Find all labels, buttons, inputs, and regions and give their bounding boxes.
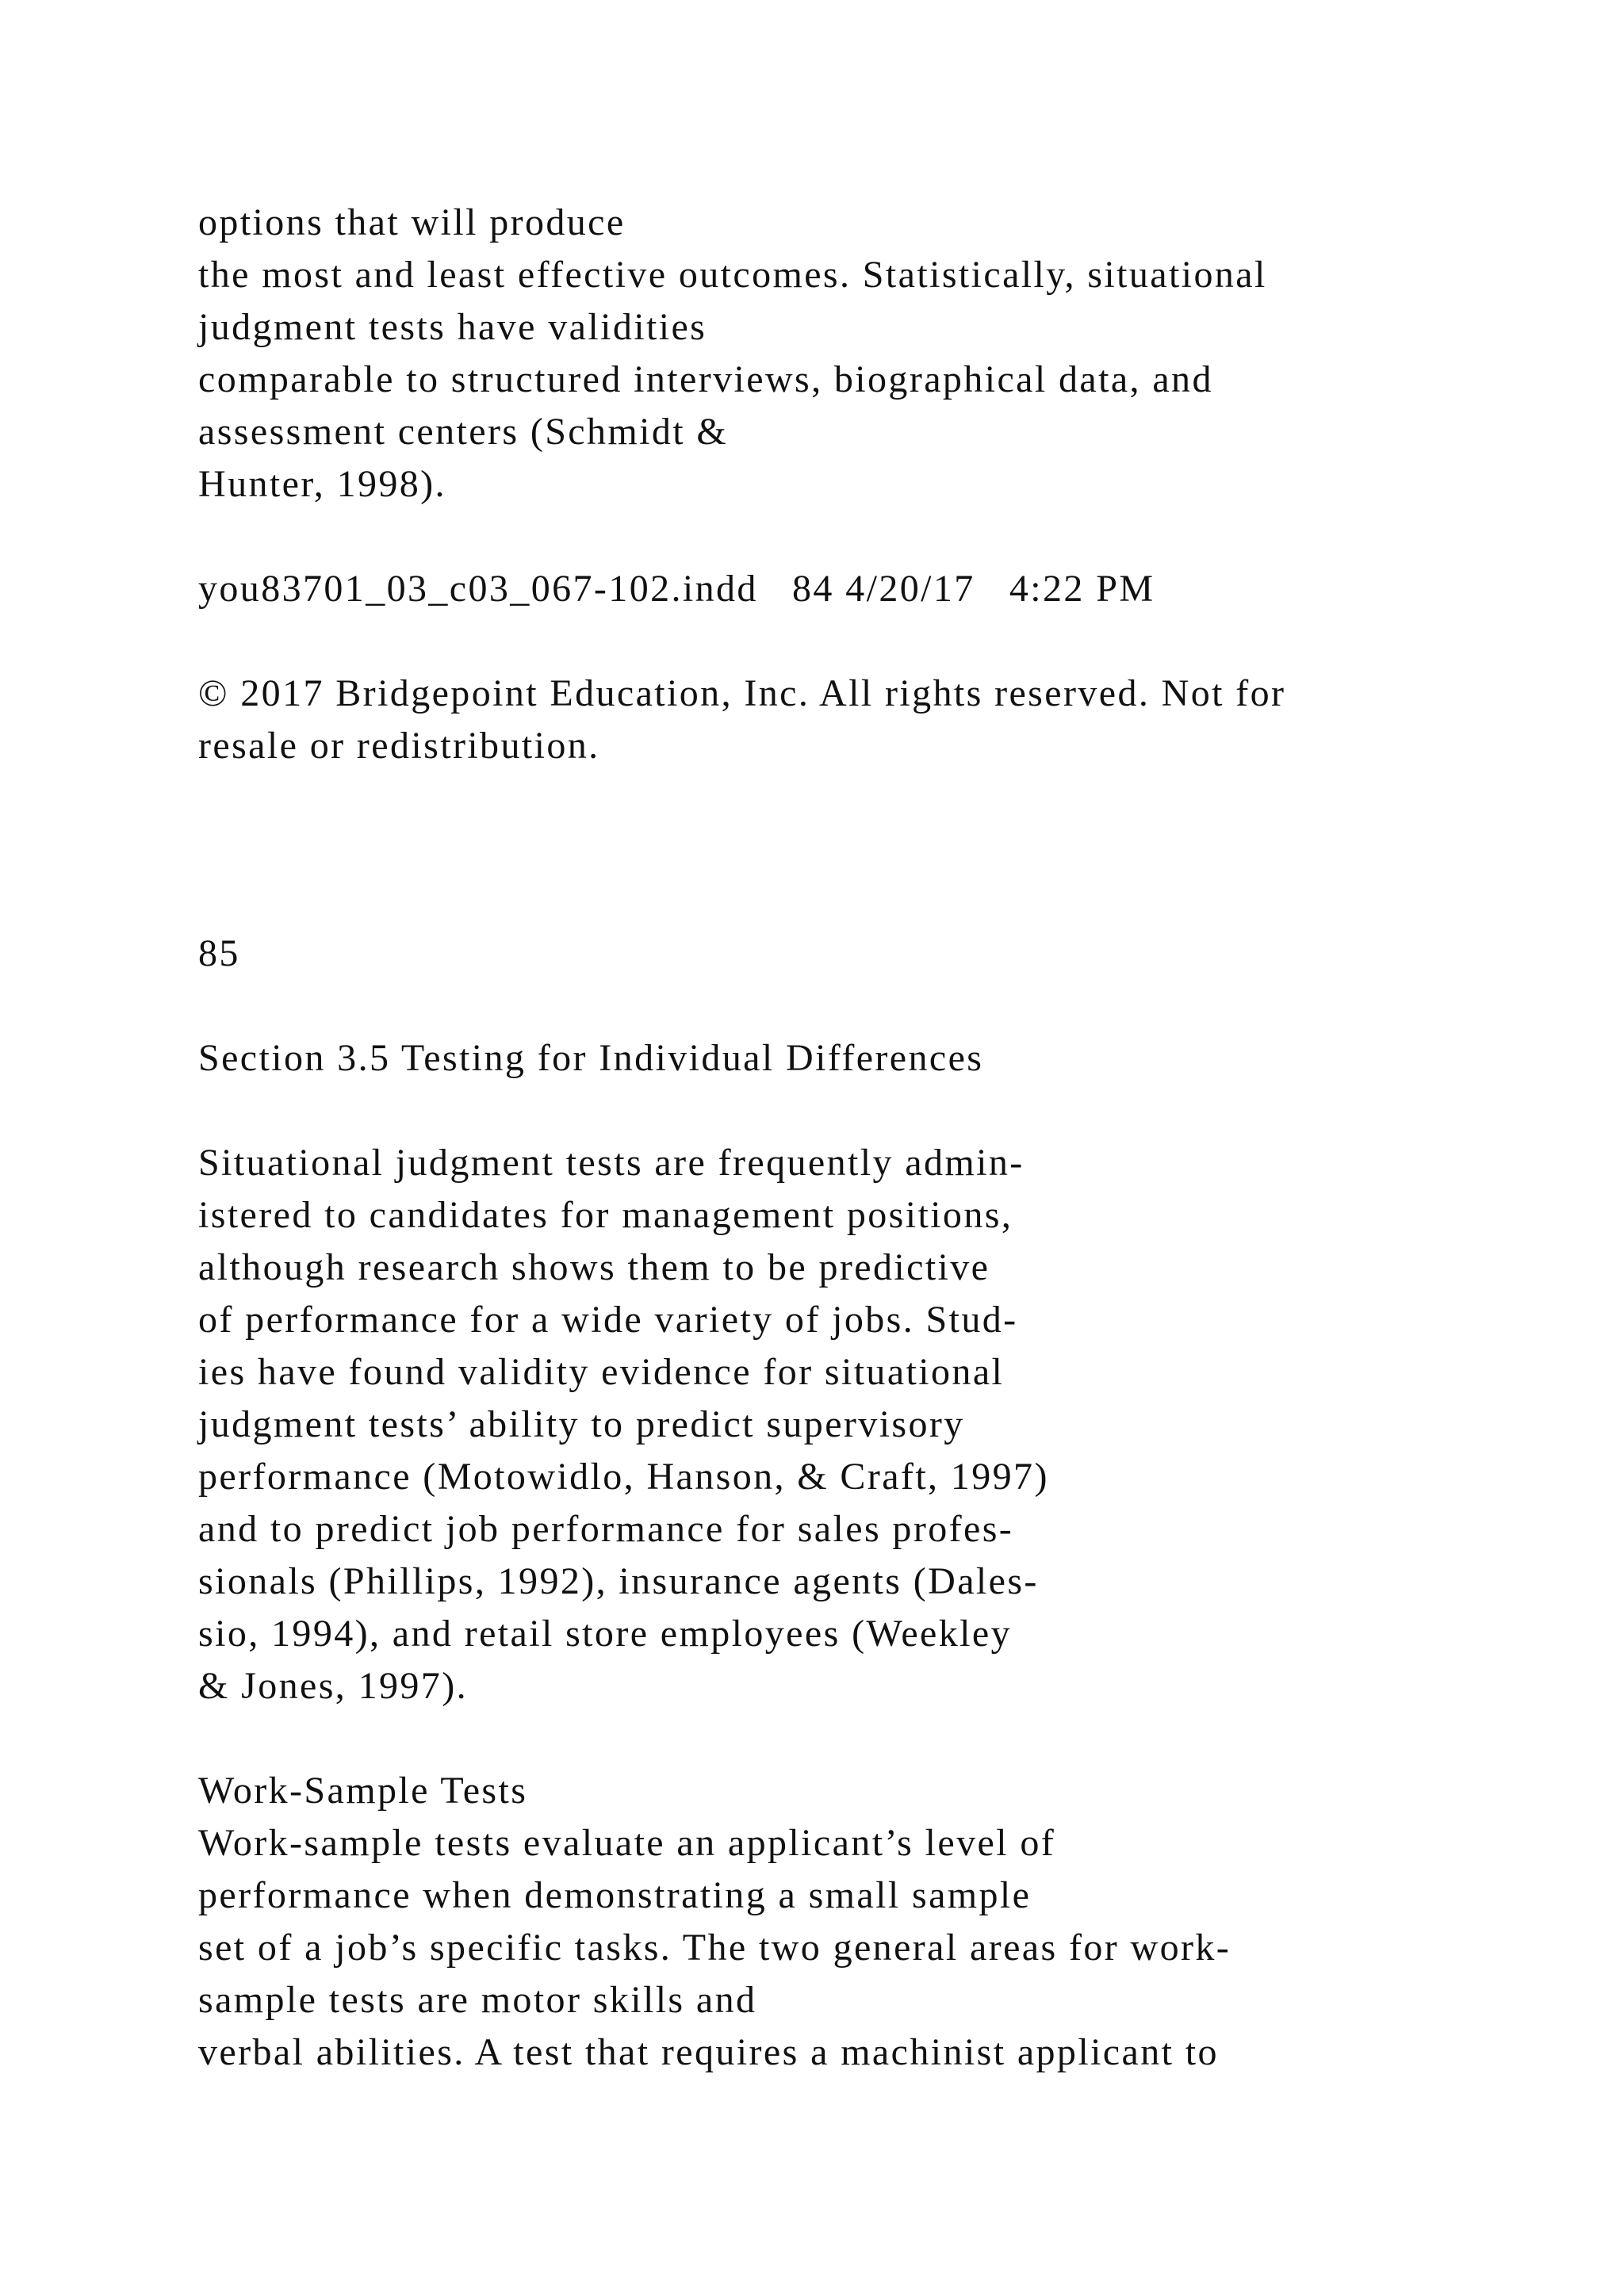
text-line-17: judgment tests’ ability to predict supervisory xyxy=(198,1403,965,1445)
text-line-15: of performance for a wide variety of jobs. Stud- xyxy=(198,1299,1018,1341)
text-line-25: performance when demonstrating a small sample xyxy=(198,1874,1032,1916)
copyright-line-2: resale or redistribution. xyxy=(198,725,600,767)
text-line-28: verbal abilities. A test that requires a machinist applicant to xyxy=(198,2031,1219,2073)
text-line-3: judgment tests have validities xyxy=(198,306,707,348)
subsection-heading: Work-Sample Tests xyxy=(198,1770,528,1812)
text-line-12: Situational judgment tests are frequently admin- xyxy=(198,1142,1025,1184)
text-line-26: set of a job’s specific tasks. The two general areas for work- xyxy=(198,1927,1231,1969)
text-line-24: Work-sample tests evaluate an applicant’s level of xyxy=(198,1822,1056,1864)
text-line-16: ies have found validity evidence for situational xyxy=(198,1351,1005,1393)
text-line-5: assessment centers (Schmidt & xyxy=(198,411,729,453)
text-line-2: the most and least effective outcomes. Statistically, situational xyxy=(198,254,1267,296)
copyright-line-1: © 2017 Bridgepoint Education, Inc. All rights reserved. Not for xyxy=(198,672,1286,714)
text-line-27: sample tests are motor skills and xyxy=(198,1979,757,2021)
text-line-21: sio, 1994), and retail store employees (Weekley xyxy=(198,1613,1012,1655)
text-line-13: istered to candidates for management positions, xyxy=(198,1194,1013,1236)
file-info-line: you83701_03_c03_067-102.indd 84 4/20/17 4:22 PM xyxy=(198,568,1155,610)
text-line-4: comparable to structured interviews, biographical data, and xyxy=(198,358,1213,400)
text-line-14: although research shows them to be predictive xyxy=(198,1246,990,1288)
text-line-19: and to predict job performance for sales profes- xyxy=(198,1508,1014,1550)
text-line-18: performance (Motowidlo, Hanson, & Craft, 1997) xyxy=(198,1456,1049,1498)
section-heading: Section 3.5 Testing for Individual Differences xyxy=(198,1037,984,1079)
text-line-20: sionals (Phillips, 1992), insurance agents (Dales- xyxy=(198,1560,1039,1602)
text-line-1: options that will produce xyxy=(198,201,626,243)
text-line-6: Hunter, 1998). xyxy=(198,463,446,505)
text-line-22: & Jones, 1997). xyxy=(198,1665,468,1707)
page-number: 85 xyxy=(198,932,240,974)
